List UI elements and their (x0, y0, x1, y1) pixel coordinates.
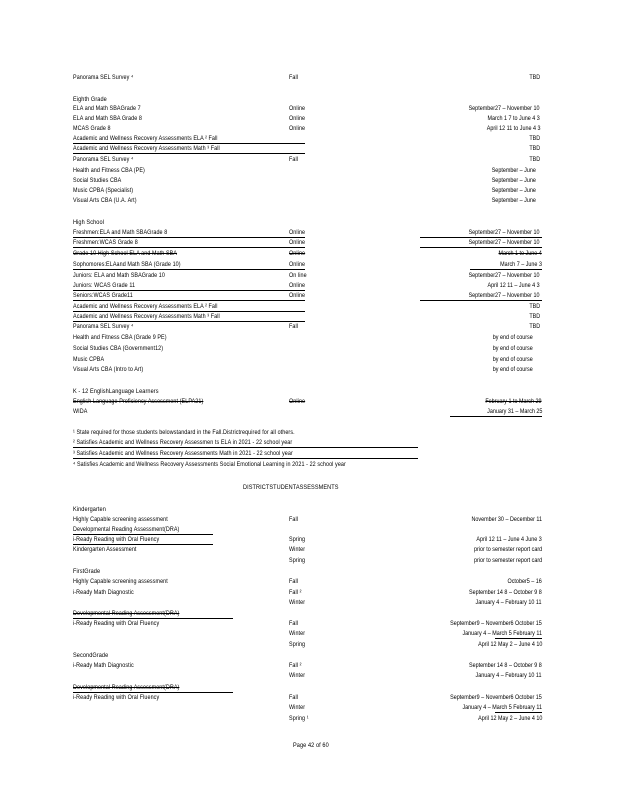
row-name: WIDA (73, 408, 88, 415)
row-dates: April 12 May 2 – June 4 10 (477, 641, 542, 648)
row-name: Academic and Wellness Recovery Assessments Math ³ Fall (73, 313, 220, 320)
row-name: Highly Capable screening assessment (73, 516, 168, 523)
row-dates: April 12 11 to June 4 3 (486, 125, 540, 132)
row-dates: by end of course (493, 366, 533, 373)
row-name: English Language Proficiency Assessment (ELPA21) (73, 398, 204, 405)
row-mode: Online (289, 115, 306, 122)
row-dates: February 1 to March 29 (485, 398, 542, 405)
divider (73, 247, 305, 248)
row-mode: Winter (289, 672, 306, 679)
row-name: i-Ready Reading with Oral Fluency (73, 536, 160, 543)
row-name: Health and Fitness CBA (Grade 9 PE) (73, 334, 167, 341)
row-name: Academic and Wellness Recovery Assessments Math ³ Fall (73, 145, 220, 152)
row-name: Social Studies CBA (Government12) (73, 345, 164, 352)
row-mode: Online (289, 250, 306, 257)
row-name: Academic and Wellness Recovery Assessments ELA ² Fall (73, 135, 218, 142)
row-dates: TBD (529, 303, 540, 310)
row-mode: Spring ¹ (289, 715, 309, 722)
row-dates: by end of course (493, 356, 533, 363)
section-title: K - 12 EnglishLanguage Learners (73, 388, 159, 395)
section-title: Kindergarten (73, 506, 106, 513)
row-name: Kindergarten Assessment (73, 546, 137, 553)
page-number: Page 42 of 60 (293, 742, 329, 749)
row-name: Social Studies CBA (73, 177, 122, 184)
row-name: i-Ready Math Diagnostic (73, 662, 134, 669)
row-dates: April 12 11 – June 4 June 3 (476, 536, 542, 543)
row-name: ELA and Math SBA Grade 8 (73, 115, 143, 122)
row-mode: Fall ² (289, 662, 302, 669)
row-dates: January 4 – March 5 February 11 (462, 704, 542, 711)
row-dates: January 4 – March 5 February 11 (462, 630, 542, 637)
row-name: Juniors: WCAS Grade 11 (73, 282, 136, 289)
row-mode: Online (289, 292, 306, 299)
row-mode: Online (289, 261, 306, 268)
row-name: Sophomores:ELAand Math SBA (Grade 10) (73, 261, 181, 268)
row-name: i-Ready Math Diagnostic (73, 589, 134, 596)
row-name: Music CPBA (73, 356, 105, 363)
section-title: High School (73, 219, 104, 226)
row-mode: Fall (289, 694, 299, 701)
row-mode: Fall (289, 74, 299, 81)
row-dates: September 14 8 – October 9 8 (469, 589, 542, 596)
row-name: Panorama SEL Survey ⁴ (73, 323, 134, 330)
row-mode: Online (289, 282, 306, 289)
row-name: MCAS Grade 8 (73, 125, 111, 132)
row-dates: November 30 – December 11 (471, 516, 542, 523)
row-mode: Online (289, 125, 306, 132)
row-dates: September 14 8 – October 9 8 (469, 662, 542, 669)
divider (73, 447, 418, 448)
footnote: ³ Satisfies Academic and Wellness Recovery Assessments Math in 2021 - 22 school year (73, 450, 293, 457)
section-title: FirstGrade (73, 568, 101, 575)
row-mode: Online (289, 398, 306, 405)
row-mode: Fall (289, 156, 299, 163)
row-name: ELA and Math SBAGrade 7 (73, 105, 141, 112)
row-mode: Spring (289, 536, 306, 543)
row-dates: April 12 11 – June 4 3 (487, 282, 540, 289)
row-mode: Online (289, 239, 306, 246)
row-dates: September – June (491, 167, 536, 174)
row-mode: Fall (289, 620, 299, 627)
row-name: Panorama SEL Survey ⁴ (73, 74, 134, 81)
row-dates: by end of course (493, 345, 533, 352)
row-dates: September27 – November 10 (469, 229, 540, 236)
row-mode: Fall ² (289, 589, 302, 596)
row-dates: TBD (529, 156, 540, 163)
row-dates: September27 – November 10 (469, 105, 540, 112)
row-dates: September – June (491, 187, 536, 194)
divider (73, 153, 305, 154)
divider (495, 712, 542, 713)
row-mode: Spring (289, 557, 306, 564)
row-mode: Winter (289, 599, 306, 606)
row-dates: TBD (529, 313, 540, 320)
row-dates: TBD (529, 135, 540, 142)
row-mode: Online (289, 229, 306, 236)
row-name: Freshmen:WCAS Grade 8 (73, 239, 138, 246)
row-name: Juniors: ELA and Math SBAGrade 10 (73, 272, 165, 279)
row-dates: March 1 to June 4 (498, 250, 542, 257)
row-dates: September27 – November 10 (469, 239, 540, 246)
row-dates: September – June (491, 197, 536, 204)
row-name: Academic and Wellness Recovery Assessments ELA ² Fall (73, 303, 218, 310)
row-mode: Winter (289, 546, 306, 553)
row-dates: March 7 – June 3 (500, 261, 542, 268)
divider (73, 269, 305, 270)
row-dates: by end of course (493, 334, 533, 341)
row-mode: Winter (289, 630, 306, 637)
divider (420, 300, 542, 301)
divider (420, 247, 542, 248)
row-dates: September – June (491, 177, 536, 184)
row-name: Visual Arts CBA (U.A. Art) (73, 197, 137, 204)
divider (470, 269, 542, 270)
row-dates: prior to semester report card (473, 546, 542, 553)
row-dates: prior to semester report card (473, 557, 542, 564)
row-mode: On line (289, 272, 307, 279)
row-mode: Winter (289, 704, 306, 711)
row-dates: September27 – November 10 (469, 272, 540, 279)
row-name: Highly Capable screening assessment (73, 578, 168, 585)
row-dates: September9 – November6 October 15 (450, 694, 542, 701)
row-mode: Spring (289, 641, 306, 648)
footnote: ¹ State required for those students belowstandard in the Fall.Districtrequired for all others. (73, 429, 295, 436)
row-dates: March 1 7 to June 4 3 (487, 115, 540, 122)
row-name: Seniors:WCAS Grade11 (73, 292, 133, 299)
divider (73, 300, 305, 301)
divider (495, 638, 542, 639)
row-mode: Online (289, 105, 306, 112)
row-name: Freshmen:ELA and Math SBAGrade 8 (73, 229, 168, 236)
row-name: Music CPBA (Specialist) (73, 187, 134, 194)
row-name: Grade 10 High School ELA and Math SBA (73, 250, 178, 257)
row-name: Developmental Reading Assessment(DRA) (73, 610, 180, 617)
section-title: Eighth Grade (73, 96, 107, 103)
row-mode: Fall (289, 323, 299, 330)
row-name: Developmental Reading Assessment(DRA) (73, 526, 180, 533)
row-dates: September27 – November 10 (469, 292, 540, 299)
row-name: i-Ready Reading with Oral Fluency (73, 694, 160, 701)
row-name: Panorama SEL Survey ⁴ (73, 156, 134, 163)
row-dates: TBD (529, 74, 540, 81)
row-mode: Fall (289, 578, 299, 585)
row-dates: January 4 – February 10 11 (475, 672, 542, 679)
row-dates: TBD (529, 145, 540, 152)
footnote: ⁴ Satisfies Academic and Wellness Recovery Assessments Social Emotional Learning in 2021 - 22 school year (73, 461, 346, 468)
footnote: ² Satisfies Academic and Wellness Recovery Assessmen ts ELA in 2021 - 22 school year (73, 439, 293, 446)
divider (450, 416, 542, 417)
row-dates: TBD (529, 323, 540, 330)
row-name: Visual Arts CBA (Intro to Art) (73, 366, 144, 373)
row-name: i-Ready Reading with Oral Fluency (73, 620, 160, 627)
row-mode: Fall (289, 516, 299, 523)
row-dates: October5 – 16 (507, 578, 542, 585)
row-dates: January 31 – March 25 (486, 408, 542, 415)
row-dates: September9 – November6 October 15 (450, 620, 542, 627)
divider (73, 458, 418, 459)
section-title: SecondGrade (73, 652, 109, 659)
row-name: Developmental Reading Assessment(DRA) (73, 684, 180, 691)
row-dates: January 4 – February 10 11 (475, 599, 542, 606)
section-heading: DISTRICTSTUDENTASSESSMENTS (243, 484, 339, 491)
row-dates: April 12 May 2 – June 4 10 (477, 715, 542, 722)
row-name: Health and Fitness CBA (PE) (73, 167, 145, 174)
